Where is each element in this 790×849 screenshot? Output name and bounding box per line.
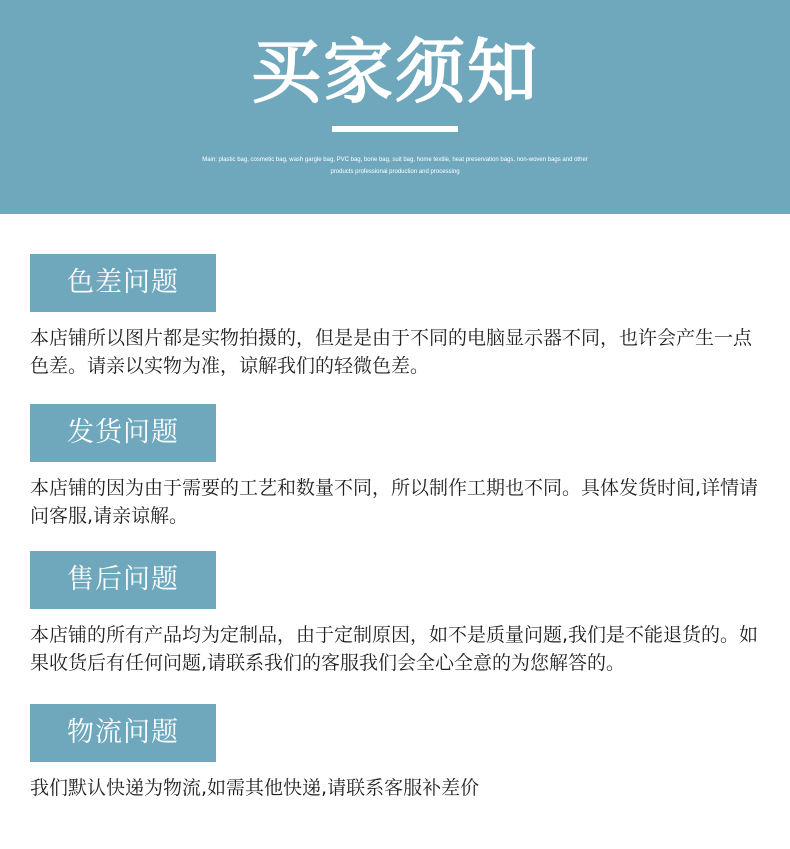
- section-body: 本店铺的因为由于需要的工艺和数量不同，所以制作工期也不同。具体发货时间,详情请问客服,请亲谅解。: [30, 477, 759, 527]
- section-heading: 色差问题: [30, 254, 216, 312]
- section-heading: 物流问题: [30, 704, 216, 762]
- section-body: 本店铺所以图片都是实物拍摄的，但是是由于不同的电脑显示器不同，也许会产生一点色差。请亲以实物为准，谅解我们的轻微色差。: [30, 327, 753, 377]
- section-heading: 发货问题: [30, 404, 216, 462]
- buyer-notice-banner: [0, 0, 790, 214]
- section-body: 本店铺的所有产品均为定制品，由于定制原因，如不是质量问题,我们是不能退货的。如果收货后有任何问题,请联系我们的客服我们会全心全意的为您解答的。: [30, 624, 759, 674]
- section-after-sales: [30, 551, 770, 677]
- banner-subtitle: Main: plastic bag, cosmetic bag, wash gargle bag, PVC bag, bone bag, suit bag, home textile, heat preservation bags, non-woven bags and other products professional production and processing: [202, 157, 588, 175]
- section-shipping: [30, 404, 770, 530]
- banner-divider: [332, 126, 458, 132]
- section-body: 我们默认快递为物流,如需其他快递,请联系客服补差价: [30, 777, 480, 799]
- banner-title: 买家须知: [251, 31, 539, 113]
- section-heading: 售后问题: [30, 551, 216, 609]
- section-logistics: [30, 704, 770, 802]
- section-color-difference: [30, 254, 770, 380]
